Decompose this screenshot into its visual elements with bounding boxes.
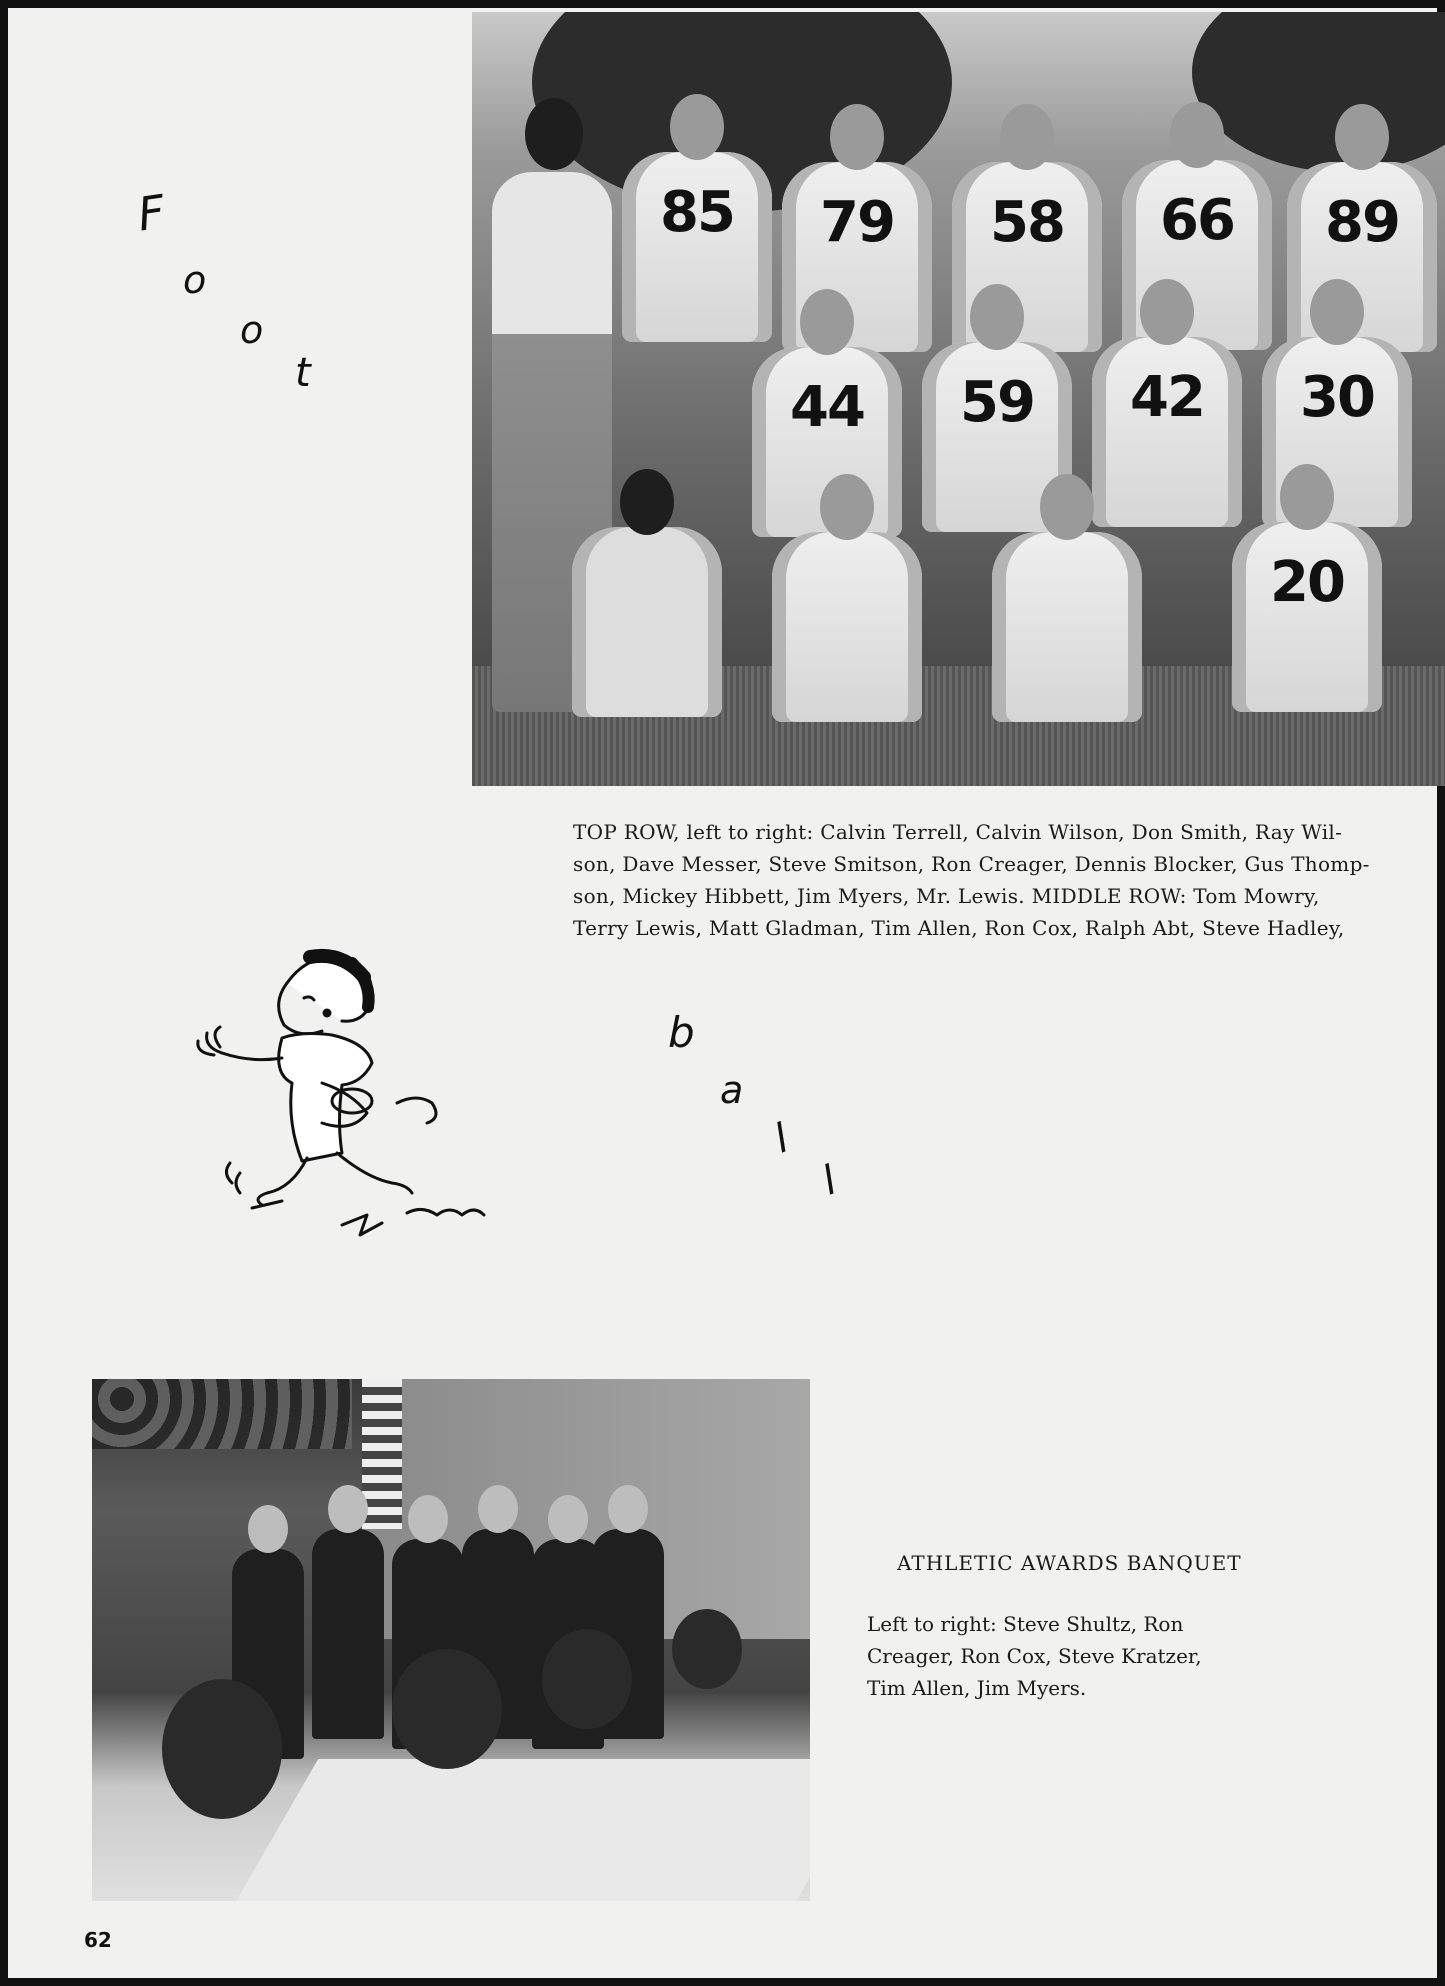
coach-head [525, 98, 583, 170]
banquet-caption [867, 1608, 1287, 1704]
caption-line: son, Mickey Hibbett, Jim Myers, Mr. Lewis. MIDDLE ROW: Tom Mowry, [573, 884, 1320, 908]
jersey-number: 59 [960, 370, 1034, 435]
guest-figure [162, 1679, 282, 1819]
player-head [670, 94, 724, 160]
player-head [1140, 279, 1194, 345]
title-letter-b: b [668, 1008, 695, 1057]
caption-line: TOP ROW, left to right: Calvin Terrell, Calvin Wilson, Don Smith, Ray Wil- [573, 820, 1343, 844]
guest-figure [672, 1609, 742, 1689]
jersey-number: 79 [820, 190, 894, 255]
title-letter-t: t [295, 350, 311, 396]
caption-line: Left to right: Steve Shultz, Ron [867, 1612, 1184, 1636]
guest-figure [392, 1649, 502, 1769]
caption-line: Tim Allen, Jim Myers. [867, 1676, 1087, 1700]
title-letter-o: o [183, 258, 207, 302]
player-head [1310, 279, 1364, 345]
player-head [1000, 104, 1054, 170]
honoree-head [608, 1485, 648, 1533]
page-number: 62 [84, 1928, 112, 1952]
caption-line: son, Dave Messer, Steve Smitson, Ron Creager, Dennis Blocker, Gus Thomp- [573, 852, 1370, 876]
honoree-head [478, 1485, 518, 1533]
player-head [1335, 104, 1389, 170]
yearbook-page [8, 8, 1437, 1978]
jersey-number: 42 [1130, 365, 1204, 430]
football-team-photo [472, 12, 1445, 786]
honoree-head [408, 1495, 448, 1543]
player-jersey [622, 152, 772, 342]
jersey-number: 20 [1270, 550, 1344, 615]
title-letter-a: a [720, 1068, 744, 1112]
player-head [800, 289, 854, 355]
honoree-head [248, 1505, 288, 1553]
player-head [830, 104, 884, 170]
player-jersey [1092, 337, 1242, 527]
team-caption [573, 816, 1423, 944]
garland-decoration [92, 1379, 352, 1449]
player-head [820, 474, 874, 540]
american-flag [362, 1379, 402, 1529]
title-letter-o: o [240, 308, 264, 352]
caption-line: Creager, Ron Cox, Steve Kratzer, [867, 1644, 1202, 1668]
player-jersey [1232, 522, 1382, 712]
jersey-number: 85 [660, 180, 734, 245]
jersey-number: 66 [1160, 188, 1234, 253]
player-head [1280, 464, 1334, 530]
player-head [1170, 102, 1224, 168]
tree-foliage [1192, 12, 1445, 172]
player-head [1040, 474, 1094, 540]
caption-line: Terry Lewis, Matt Gladman, Tim Allen, Ron Cox, Ralph Abt, Steve Hadley, [573, 916, 1345, 940]
guest-figure [542, 1629, 632, 1729]
player-jersey [572, 527, 722, 717]
honoree-head [548, 1495, 588, 1543]
jersey-number: 44 [790, 375, 864, 440]
player-head [970, 284, 1024, 350]
banquet-title: ATHLETIC AWARDS BANQUET [897, 1551, 1242, 1575]
title-letter-l: l [768, 1115, 795, 1163]
title-letter-f: F [134, 184, 169, 242]
title-letter-l: l [816, 1157, 843, 1205]
honoree-head [328, 1485, 368, 1533]
football-player-cartoon-icon [192, 943, 512, 1263]
jersey-number: 89 [1325, 190, 1399, 255]
banquet-table [226, 1759, 810, 1901]
player-jersey [992, 532, 1142, 722]
honoree-figure [312, 1529, 384, 1739]
player-head [620, 469, 674, 535]
player-jersey [772, 532, 922, 722]
awards-banquet-photo [92, 1379, 810, 1901]
jersey-number: 30 [1300, 365, 1374, 430]
jersey-number: 58 [990, 190, 1064, 255]
